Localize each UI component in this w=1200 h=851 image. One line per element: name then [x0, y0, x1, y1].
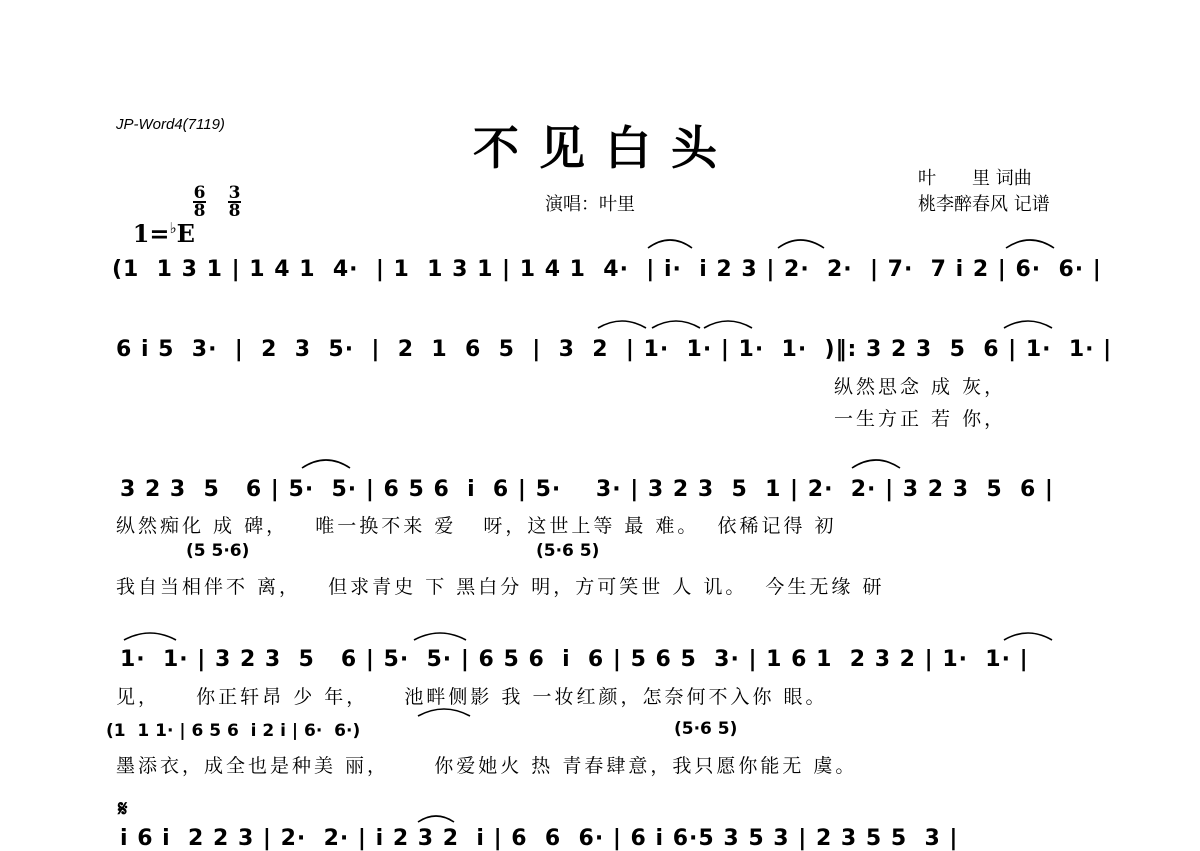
slur-mark: [418, 816, 454, 822]
segno-sign: 𝄋: [118, 796, 128, 822]
lyric-row-4-verse-1: 见， 你正轩昂 少 年， 池畔侧影 我 一妆红颜，怎奈何不入你 眼。: [116, 686, 828, 708]
slur-mark: [704, 321, 752, 328]
lyric-row-2-verse-2: 一生方正 若 你，: [834, 408, 1007, 430]
slur-mark: [302, 460, 350, 468]
notation-row-2: 6 i 5 3· | 2 3 5· | 2 1 6 5 | 3 2 | 1· 1· | 1· 1· )‖: 3 2 3 5 6 | 1· 1· |: [116, 337, 1113, 362]
singer-label: 演唱：叶里: [545, 194, 635, 215]
lyric-row-4-verse-2: 墨添衣，成全也是种美 丽， 你爱她火 热 青春肆意，我只愿你能无 虞。: [116, 755, 858, 777]
lyric-row-2-verse-1: 纵然思念 成 灰，: [834, 376, 1007, 398]
time-numerator: 6: [193, 183, 206, 203]
flat-icon: ♭: [169, 219, 177, 237]
slur-mark: [778, 240, 824, 248]
slur-mark: [1004, 321, 1052, 328]
lyric-row-3-verse-2: 我自当相伴不 离， 但求青史 下 黑白分 明，方可笑世 人 讥。 今生无缘 研: [116, 576, 885, 598]
time-denominator: 8: [193, 201, 206, 221]
credit-score: 桃李醉春风 记谱: [918, 194, 1050, 215]
alt-notes-row-3-b: (5·6 5): [536, 541, 600, 561]
notation-row-1: (1 1 3 1 | 1 4 1 4· | 1 1 3 1 | 1 4 1 4· | i· i 2 3 | 2· 2· | 7· 7 i 2 | 6· 6· |: [112, 257, 1102, 282]
lyric-row-3-verse-1: 纵然痴化 成 碑， 唯一换不来 爱 呀，这世上等 最 难。 依稀记得 初: [116, 515, 837, 537]
notation-row-5: i 6 i 2 2 3 | 2· 2· | i 2 3 2 i | 6 6 6· | 6 i 6·5 3 5 3 | 2 3 5 5 3 |: [120, 826, 959, 851]
slur-mark: [124, 633, 176, 640]
slur-mark: [1006, 240, 1054, 248]
notation-row-4: 1· 1· | 3 2 3 5 6 | 5· 5· | 6 5 6 i 6 | 5 6 5 3· | 1 6 1 2 3 2 | 1· 1· |: [120, 647, 1029, 672]
key-tonic: E: [176, 219, 195, 248]
time-numerator: 3: [228, 183, 241, 203]
slur-mark: [852, 460, 900, 468]
alt-notes-row-4-b: (5·6 5): [674, 719, 738, 739]
credit-lyrics-music: 叶 里 词曲: [918, 168, 1032, 189]
source-label: JP-Word4(7119): [116, 116, 225, 133]
slur-mark: [598, 321, 646, 328]
slur-mark: [652, 321, 700, 328]
alt-notes-row-4-a: (1 1 1· | 6 5 6 i 2 i | 6· 6·): [106, 721, 361, 741]
slur-mark: [648, 240, 692, 248]
notation-row-3: 3 2 3 5 6 | 5· 5· | 6 5 6 i 6 | 5· 3· | 3 2 3 5 1 | 2· 2· | 3 2 3 5 6 |: [120, 477, 1054, 502]
slur-mark: [1004, 633, 1052, 640]
slur-mark: [418, 709, 470, 716]
alt-notes-row-3-a: (5 5·6): [186, 541, 250, 561]
time-denominator: 8: [228, 201, 241, 221]
key-prefix: 1=: [132, 219, 170, 248]
slur-mark: [414, 633, 466, 640]
song-title: 不见白头: [473, 121, 737, 175]
